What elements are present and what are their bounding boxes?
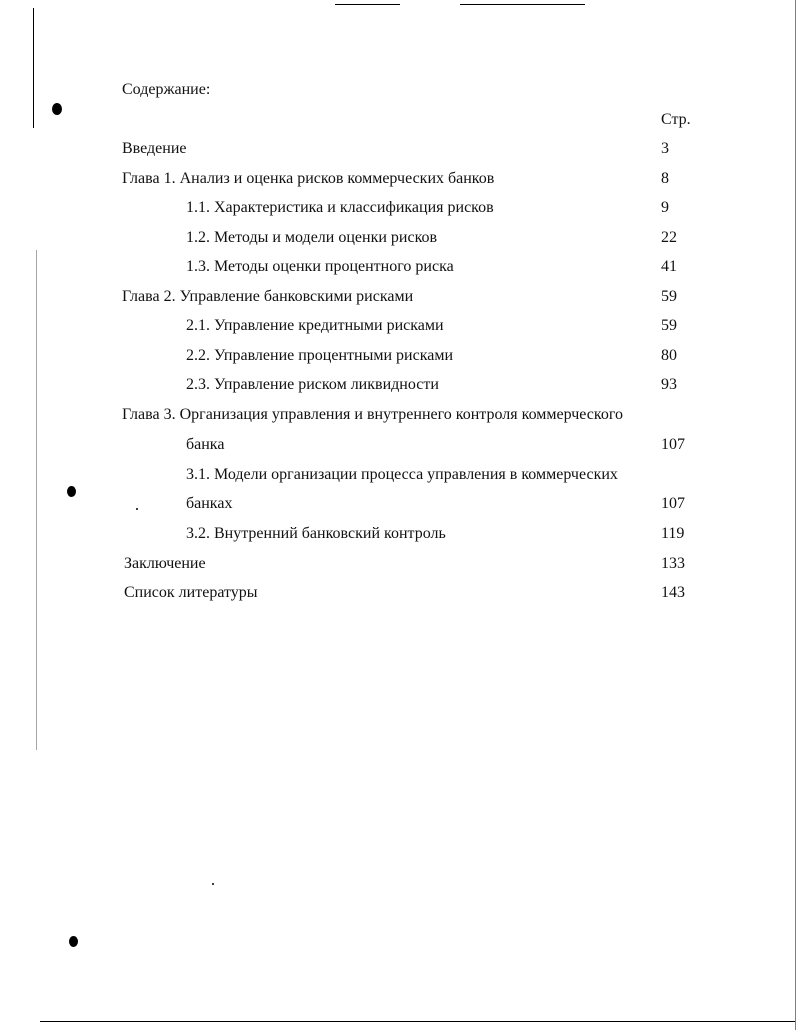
toc-entry-chapter-1: Глава 1. Анализ и оценка рисков коммерческих банков bbox=[122, 170, 495, 187]
toc-page-1-3: 41 bbox=[661, 258, 677, 275]
toc-entry-2-2: 2.2. Управление процентными рисками bbox=[186, 347, 454, 364]
toc-entry-2-1: 2.1. Управление кредитными рисками bbox=[186, 317, 444, 334]
toc-title: Содержание: bbox=[122, 81, 211, 98]
speck bbox=[136, 508, 138, 510]
toc-page-bibliography: 143 bbox=[661, 584, 685, 601]
toc-page-1-1: 9 bbox=[661, 199, 669, 216]
toc-page-2-3: 93 bbox=[661, 376, 677, 393]
toc-page-chapter-3: 107 bbox=[661, 436, 685, 453]
toc-entry-3-2: 3.2. Внутренний банковский контроль bbox=[186, 525, 446, 542]
page-column-header: Стр. bbox=[661, 111, 691, 128]
speck-2 bbox=[212, 883, 214, 885]
right-edge-line bbox=[795, 0, 796, 1030]
top-scan-rule bbox=[335, 4, 400, 5]
toc-entry-3-1-line1: 3.1. Модели организации процесса управления в коммерческих bbox=[186, 466, 618, 483]
toc-entry-chapter-2: Глава 2. Управление банковскими рисками bbox=[122, 288, 414, 305]
toc-entry-2-3: 2.3. Управление риском ликвидности bbox=[186, 376, 439, 393]
toc-entry-3-1-line2: банках bbox=[186, 495, 233, 512]
toc-page-conclusion: 133 bbox=[661, 555, 685, 572]
toc-page-3-1: 107 bbox=[661, 495, 685, 512]
punch-hole-middle bbox=[67, 486, 76, 497]
toc-entry-1-2: 1.2. Методы и модели оценки рисков bbox=[186, 229, 438, 246]
toc-page-2-1: 59 bbox=[661, 317, 677, 334]
toc-entry-1-1: 1.1. Характеристика и классификация рисков bbox=[186, 199, 494, 216]
toc-page-chapter-2: 59 bbox=[661, 288, 677, 305]
left-margin-line bbox=[33, 8, 34, 128]
toc-entry-1-3: 1.3. Методы оценки процентного риска bbox=[186, 258, 454, 275]
toc-page-3-2: 119 bbox=[661, 525, 685, 542]
toc-entry-intro: Введение bbox=[122, 140, 187, 157]
toc-entry-chapter-3-line1: Глава 3. Организация управления и внутреннего контроля коммерческого bbox=[122, 406, 623, 423]
left-margin-line-lower bbox=[36, 250, 37, 750]
top-scan-rule-right bbox=[460, 4, 585, 5]
toc-page-2-2: 80 bbox=[661, 347, 677, 364]
toc-page-intro: 3 bbox=[661, 140, 669, 157]
bottom-scan-rule bbox=[40, 1021, 795, 1022]
toc-entry-bibliography: Список литературы bbox=[124, 584, 258, 601]
punch-hole-bottom bbox=[69, 936, 78, 947]
toc-page-chapter-1: 8 bbox=[661, 170, 669, 187]
toc-page-1-2: 22 bbox=[661, 229, 677, 246]
toc-entry-conclusion: Заключение bbox=[124, 555, 206, 572]
toc-entry-chapter-3-line2: банка bbox=[186, 436, 225, 453]
punch-hole-top bbox=[52, 103, 62, 115]
